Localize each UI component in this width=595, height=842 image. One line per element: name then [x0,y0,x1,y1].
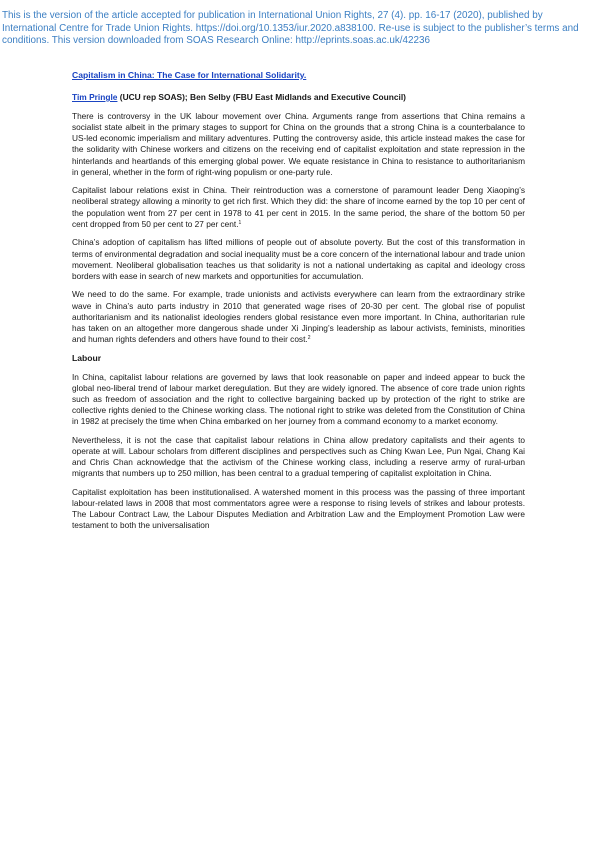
paragraph-4 [72,289,525,345]
paragraph-7: Capitalist exploitation has been institutionalised. A watershed moment in this process was the passing of three important labour-related laws in 2008 that most commentators agree were a response to rising levels of strikes and labour protests. The Labour Contract Law, the Labour Disputes Mediation and Arbitration Law and the Employment Promotion Law were testament to both the universalisation [72,486,525,531]
paragraph-1: There is controversy in the UK labour movement over China. Arguments range from assertions that China remains a socialist state albeit in the primary stages to support for China on the grounds that a strong China is a counterbalance to US-led economic imperialism and military adventures. Putting the controversy aside, this article instead makes the case for the solidarity with Chinese workers and citizens on the receiving end of capitalist exploitation and state repression in the hinterlands and heartlands of this emerging global power. We equate resistance in China to resistance to authoritarianism in general, whether in the form of right-wing populism or one-party rule. [72,111,525,177]
author-link[interactable]: Tim Pringle [72,92,118,102]
publication-notice: This is the version of the article accepted for publication in International Union Rights, 27 (4). pp. 16-17 (2020), published by International Centre for Trade Union Rights. https://doi.org/10.1353/iur.2020.a838100. Re-use is subject to the publisher’s terms and conditions. This version downloaded from SOAS Research Online: http://eprints.soas.ac.uk/42236 [2,10,579,47]
footnote-marker-1: 1 [238,219,242,226]
paragraph-4-text: We need to do the same. For example, trade unionists and activists everywhere can learn from the extraordinary strike wave in China’s auto parts industry in 2010 that generated wage rises of 20-30 per cent. The global rise of populist authoritarianism and its nationalist ideologies renders global resistance even more important. In China, authoritarian rule has taken on an altogether more dangerous shade under Xi Jinping’s leadership as labour activists, feminists, minorities and human rights defenders and others have found to their cost. [72,289,525,344]
article-body [72,70,525,539]
authors-text: (UCU rep SOAS); Ben Selby (FBU East Midlands and Executive Council) [117,92,406,102]
paragraph-2 [72,185,525,230]
footnote-marker-2: 2 [307,334,311,341]
article-title[interactable]: Capitalism in China: The Case for International Solidarity. [72,70,307,80]
paragraph-6: Nevertheless, it is not the case that capitalist labour relations in China allow predatory capitalists and their agents to operate at will. Labour scholars from different disciplines and perspectives such as Ching Kwan Lee, Pun Ngai, Chang Kai and Chris Chan acknowledge that the activism of the Chinese working class, including a reserve army of rural-urban migrants that numbers up to 250 million, has been central to a gradual tempering of capitalist exploitation in China. [72,434,525,479]
paragraph-3: China’s adoption of capitalism has lifted millions of people out of absolute poverty. But the cost of this transformation in terms of environmental degradation and social inequality must be a core concern of the international labour and trade union movement. Neoliberal globalisation teaches us that solidarity is not a national undertaking as capital and ideology cross borders with ease in search of new markets and opportunities for accumulation. [72,237,525,281]
paragraph-5: In China, capitalist labour relations are governed by laws that look reasonable on paper and indeed appear to buck the global neo-liberal trend of labour market deregulation. But they are widely ignored. The absence of core trade union rights such as freedom of association and the right to collective bargaining backed up by protection of the right to strike are collective rights denied to the Chinese working class. The notional right to strike was deleted from the Constitution of China in 1982 at precisely the time when China embarked on her journey from a command economy to a market economy. [72,371,525,427]
section-heading-labour: Labour [72,352,102,363]
paragraph-2-text: Capitalist labour relations exist in China. Their reintroduction was a cornerstone of paramount leader Deng Xiaoping’s neoliberal strategy allowing a minority to get rich first. Which they did: the share of income earned by the top 10 per cent of the population went from 27 per cent in 1978 to 41 per cent in 2015. In the same period, the share of the bottom 50 per cent dropped from 50 per cent to 27 per cent. [72,185,525,229]
article-authors [72,92,525,102]
